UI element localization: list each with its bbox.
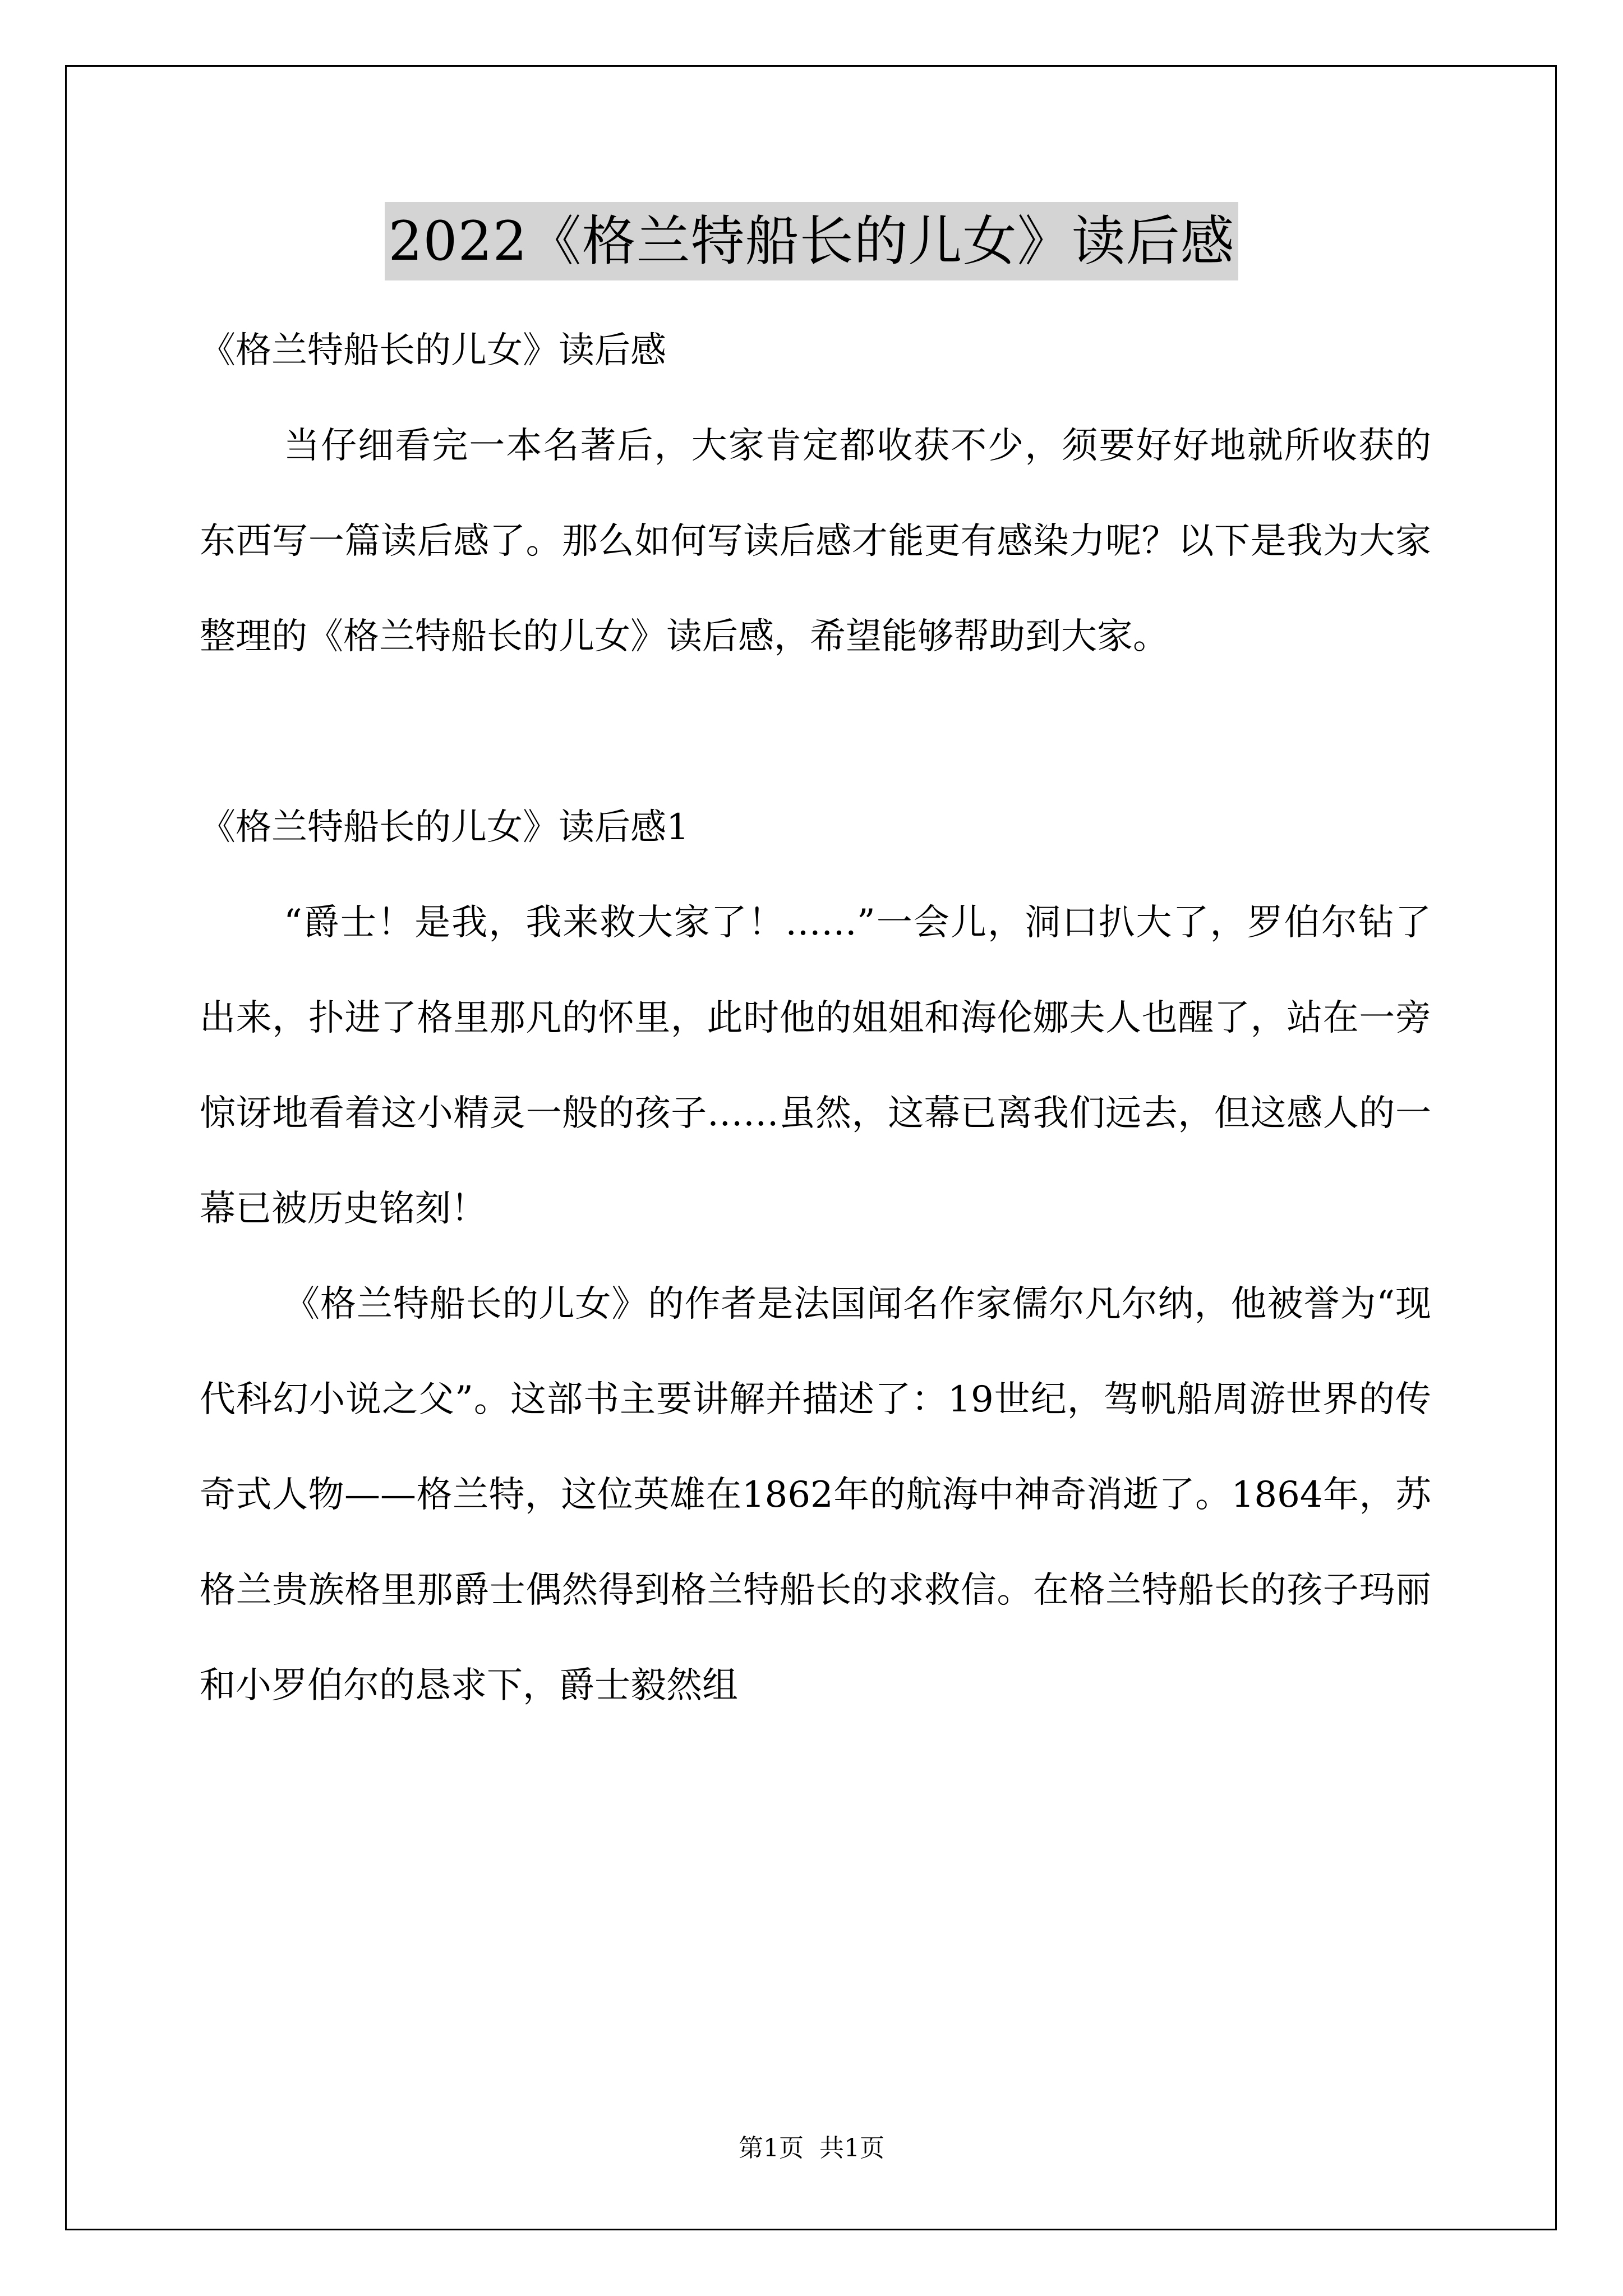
- page-number: 第1页: [739, 2134, 804, 2162]
- section1-paragraph: “爵士！是我，我来救大家了！……”一会儿，洞口扒大了，罗伯尔钻了出来，扑进了格里那凡的怀里，此时他的姐姐和海伦娜夫人也醒了，站在一旁惊讶地看着这小精灵一般的孩子……虽然，这幕已离我们远去，但这感人的一幕已被历史铭刻！: [200, 902, 1431, 1230]
- page-footer: [0, 2132, 1623, 2165]
- title-container: [0, 202, 1623, 280]
- document-body: [200, 303, 1431, 1733]
- intro-paragraph: 当仔细看完一本名著后，大家肯定都收获不少，须要好好地就所收获的东西写一篇读后感了。那么如何写读后感才能更有感染力呢？以下是我为大家整理的《格兰特船长的儿女》读后感，希望能够帮助到大家。: [200, 425, 1431, 657]
- paragraph-gap: [200, 684, 1431, 780]
- document-title: 2022《格兰特船长的儿女》读后感: [385, 202, 1238, 280]
- intro-heading: 《格兰特船长的儿女》读后感: [200, 330, 666, 371]
- section1-paragraph: 《格兰特船长的儿女》的作者是法国闻名作家儒尔凡尔纳，他被誉为“现代科幻小说之父”。这部书主要讲解并描述了：19世纪，驾帆船周游世界的传奇式人物——格兰特，这位英雄在1862年的航海中神奇消逝了。1864年，苏格兰贵族格里那爵士偶然得到格兰特船长的求救信。在格兰特船长的孩子玛丽和小罗伯尔的恳求下，爵士毅然组: [200, 1283, 1431, 1706]
- section1-heading: 《格兰特船长的儿女》读后感1: [200, 807, 689, 848]
- page-total: 共1页: [819, 2134, 884, 2162]
